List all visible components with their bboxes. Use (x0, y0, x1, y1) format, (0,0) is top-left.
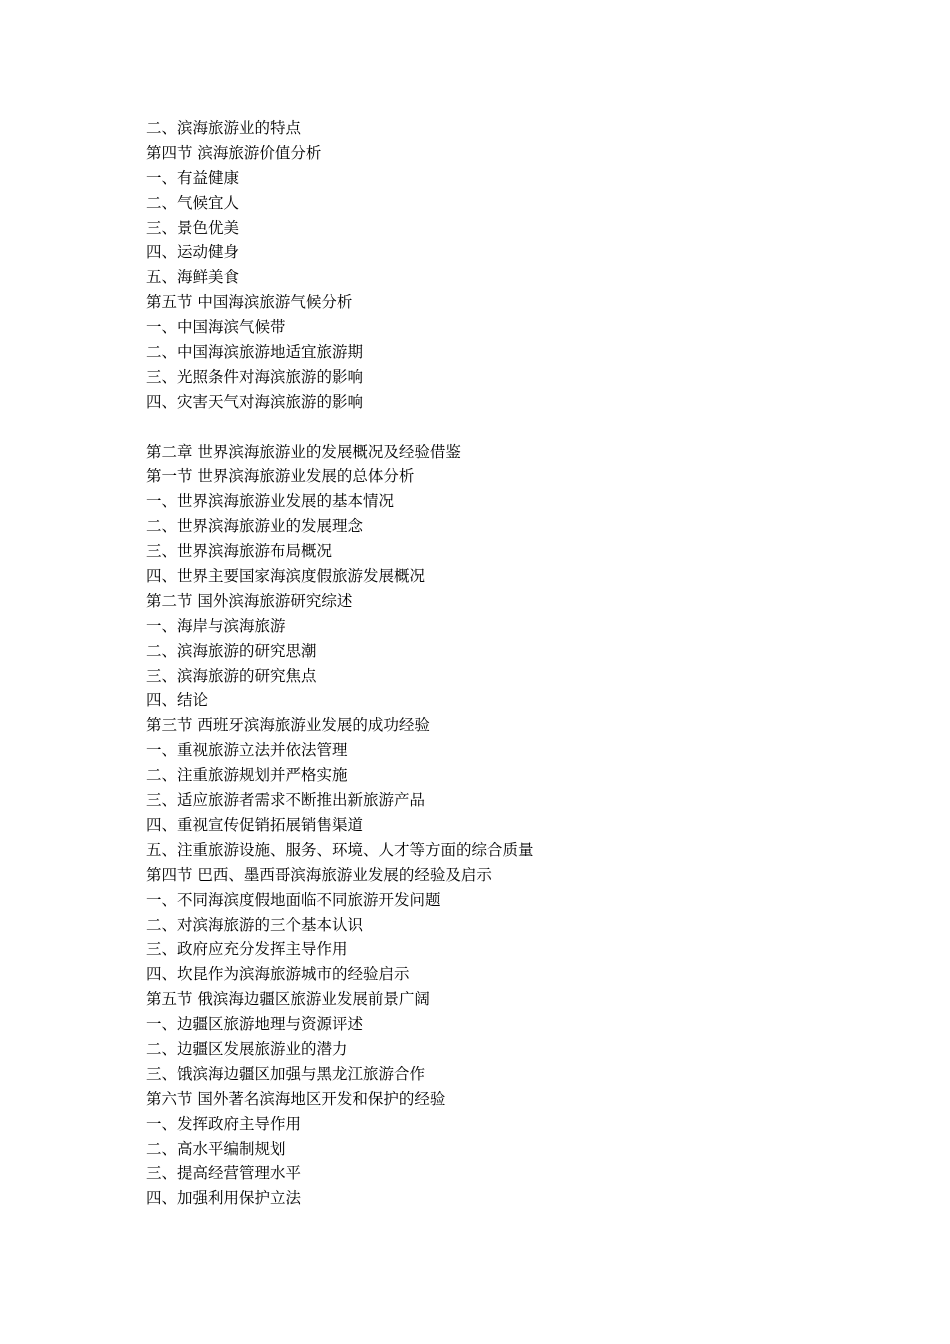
toc-chapter-heading: 第二章 世界滨海旅游业的发展概况及经验借鉴 (146, 442, 461, 461)
table-of-contents (146, 116, 866, 1211)
toc-section-heading: 第一节 世界滨海旅游业发展的总体分析 (146, 467, 415, 486)
toc-section-heading: 第六节 国外著名滨海地区开发和保护的经验 (146, 1089, 446, 1108)
toc-item: 三、滨海旅游的研究焦点 (146, 666, 317, 685)
toc-item: 四、世界主要国家海滨度假旅游发展概况 (146, 567, 426, 586)
toc-section-heading: 第五节 俄滨海边疆区旅游业发展前景广阔 (146, 990, 430, 1009)
toc-item: 一、世界滨海旅游业发展的基本情况 (146, 492, 395, 511)
toc-item: 四、重视宣传促销拓展销售渠道 (146, 815, 364, 834)
chapter-gap (146, 415, 866, 440)
toc-item: 二、中国海滨旅游地适宜旅游期 (146, 343, 364, 362)
toc-item: 四、加强利用保护立法 (146, 1189, 302, 1208)
toc-item: 三、世界滨海旅游布局概况 (146, 542, 333, 561)
toc-item: 三、政府应充分发挥主导作用 (146, 940, 348, 959)
toc-item: 三、提高经营管理水平 (146, 1164, 302, 1183)
toc-item: 一、不同海滨度假地面临不同旅游开发问题 (146, 890, 441, 909)
toc-section-heading: 第三节 西班牙滨海旅游业发展的成功经验 (146, 716, 430, 735)
toc-item: 四、运动健身 (146, 243, 240, 262)
toc-section-heading: 第五节 中国海滨旅游气候分析 (146, 293, 353, 312)
toc-item: 一、边疆区旅游地理与资源评述 (146, 1015, 364, 1034)
toc-block-1 (146, 116, 866, 415)
toc-item: 一、发挥政府主导作用 (146, 1114, 302, 1133)
toc-item: 二、注重旅游规划并严格实施 (146, 766, 348, 785)
toc-item: 二、边疆区发展旅游业的潜力 (146, 1039, 348, 1058)
toc-item: 四、结论 (146, 691, 209, 710)
toc-item: 三、饿滨海边疆区加强与黑龙江旅游合作 (146, 1064, 426, 1083)
toc-item: 三、光照条件对海滨旅游的影响 (146, 367, 364, 386)
toc-item: 二、对滨海旅游的三个基本认识 (146, 915, 364, 934)
toc-item: 四、坎昆作为滨海旅游城市的经验启示 (146, 965, 410, 984)
toc-section-heading: 第四节 巴西、墨西哥滨海旅游业发展的经验及启示 (146, 865, 492, 884)
toc-item: 二、气候宜人 (146, 193, 240, 212)
toc-item: 一、有益健康 (146, 168, 240, 187)
toc-item: 一、中国海滨气候带 (146, 318, 286, 337)
toc-item: 二、世界滨海旅游业的发展理念 (146, 517, 364, 536)
toc-section-heading: 第二节 国外滨海旅游研究综述 (146, 591, 353, 610)
toc-item: 四、灾害天气对海滨旅游的影响 (146, 392, 364, 411)
toc-item: 三、景色优美 (146, 218, 240, 237)
toc-item: 一、重视旅游立法并依法管理 (146, 741, 348, 760)
toc-item: 二、滨海旅游业的特点 (146, 119, 302, 137)
toc-item: 三、适应旅游者需求不断推出新旅游产品 (146, 791, 426, 810)
toc-item: 五、注重旅游设施、服务、环境、人才等方面的综合质量 (146, 840, 534, 859)
toc-item: 一、海岸与滨海旅游 (146, 616, 286, 635)
toc-block-2 (146, 440, 866, 1212)
toc-item: 五、海鲜美食 (146, 268, 240, 287)
toc-section-heading: 第四节 滨海旅游价值分析 (146, 143, 322, 162)
toc-item: 二、滨海旅游的研究思潮 (146, 641, 317, 660)
toc-item: 二、高水平编制规划 (146, 1139, 286, 1158)
